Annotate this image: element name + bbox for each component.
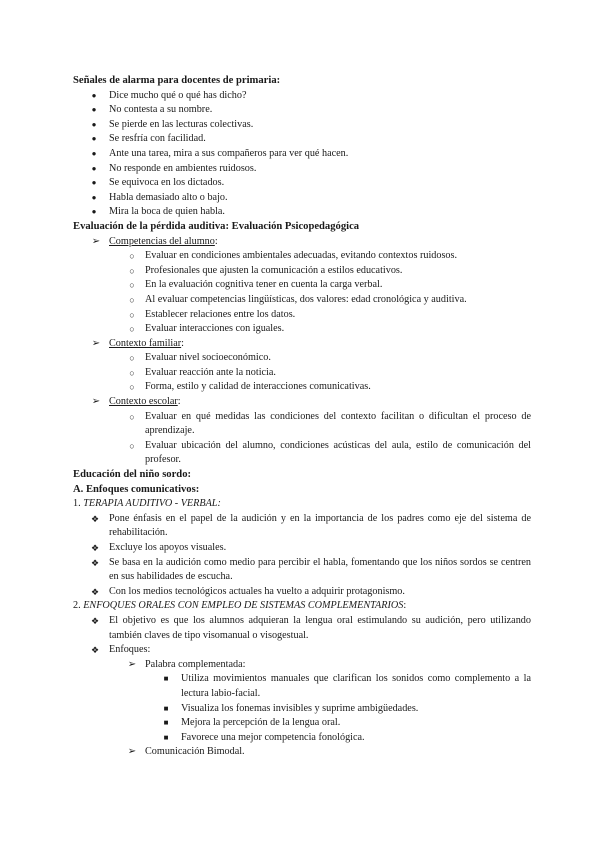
square-bullet-icon: ■ — [163, 703, 169, 713]
circle-bullet-icon: ○ — [129, 382, 135, 393]
list-item: ○ Establecer relaciones entre los datos. — [73, 308, 531, 323]
circle-bullet-icon: ○ — [129, 353, 135, 364]
group-title-student-competencies: ➢ Competencias del alumno: — [73, 235, 531, 250]
bullet-icon: ● — [91, 90, 97, 100]
list-item: ● Ante una tarea, mira a sus compañeros para ver qué hacen. — [73, 147, 531, 162]
list-item: ● Se equivoca en los dictados. — [73, 176, 531, 191]
arrow-bullet-icon: ➢ — [127, 746, 137, 758]
list-item: ❖ Pone énfasis en el papel de la audición y en la importancia de los padres como eje del sistema de rehabilitación. — [90, 512, 531, 539]
list-item: ○ Evaluar en qué medidas las condiciones del contexto facilitan o dificultan el proceso de aprendizaje. — [73, 410, 531, 439]
diamond-bullet-icon: ❖ — [90, 586, 100, 597]
document-content — [73, 74, 531, 760]
list-item: ● Mira la boca de quien habla. — [73, 205, 531, 220]
list-item-enfoques: ❖ Enfoques: — [73, 643, 531, 658]
list-item-bimodal: ➢ Comunicación Bimodal. — [73, 745, 531, 760]
bullet-icon: ● — [91, 105, 97, 115]
diamond-bullet-icon: ❖ — [90, 615, 100, 626]
list-item: ○ En la evaluación cognitiva tener en cuenta la carga verbal. — [73, 278, 531, 293]
list-item: ○ Al evaluar competencias lingüísticas, dos valores: edad cronológica y auditiva. — [73, 293, 531, 308]
diamond-bullet-icon: ❖ — [90, 543, 100, 553]
list-item-palabra-complementada: ➢ Palabra complementada: — [73, 658, 531, 673]
approach-title-auditory-verbal: 1. TERAPIA AUDITIVO - VERBAL: — [73, 498, 221, 510]
list-item: ❖ Se basa en la audición como medio para percibir el habla, fomentando que los niños sordos se centren en sus habilidades de escucha. — [90, 556, 531, 583]
circle-bullet-icon: ○ — [129, 309, 135, 320]
list-item: ● No responde en ambientes ruidosos. — [73, 162, 531, 177]
square-bullet-icon: ■ — [163, 674, 169, 684]
list-item: ● Habla demasiado alto o bajo. — [73, 191, 531, 206]
list-item: ○ Evaluar reacción ante la noticia. — [73, 366, 531, 381]
bullet-icon: ● — [91, 119, 97, 129]
arrow-bullet-icon: ➢ — [91, 235, 101, 247]
list-item: ● No contesta a su nombre. — [73, 103, 531, 118]
list-item: ○ Evaluar interacciones con iguales. — [73, 322, 531, 337]
arrow-bullet-icon: ➢ — [127, 658, 137, 670]
subheading-communicative-approaches: A. Enfoques comunicativos: — [73, 483, 200, 495]
circle-bullet-icon: ○ — [129, 367, 135, 378]
list-item: ❖ Excluye los apoyos visuales. — [73, 541, 531, 556]
list-item: ■ Mejora la percepción de la lengua oral. — [73, 716, 531, 731]
bullet-icon: ● — [91, 178, 97, 188]
list-item: ● Dice mucho qué o qué has dicho? — [73, 89, 531, 104]
list-item: ● Se pierde en las lecturas colectivas. — [73, 118, 531, 133]
section-heading-alarm-signs: Señales de alarma para docentes de primaria: — [73, 75, 281, 86]
bullet-icon: ● — [91, 192, 97, 202]
diamond-bullet-icon: ❖ — [90, 557, 100, 568]
list-item: ❖ El objetivo es que los alumnos adquieran la lengua oral estimulando su audición, pero utilizando también claves de tipo visomanual o visogestual. — [90, 614, 531, 641]
approach-title-oral-complementary: 2. ENFOQUES ORALES CON EMPLEO DE SISTEMAS COMPLEMENTARIOS: — [73, 600, 407, 612]
bullet-icon: ● — [91, 163, 97, 173]
list-item: ■ Utiliza movimientos manuales que clarifican los sonidos como complemento a la lectura labio-facial. — [73, 672, 531, 701]
square-bullet-icon: ■ — [163, 718, 169, 728]
list-item: ○ Profesionales que ajusten la comunicación a estilos educativos. — [73, 264, 531, 279]
circle-bullet-icon: ○ — [129, 265, 135, 276]
section-heading-evaluation: Evaluación de la pérdida auditiva: Evaluación Psicopedagógica — [73, 220, 360, 232]
square-bullet-icon: ■ — [163, 732, 169, 742]
list-item: ○ Evaluar en condiciones ambientales adecuadas, evitando contextos ruidosos. — [73, 249, 531, 264]
alarm-signs-list — [73, 89, 531, 220]
bullet-icon: ● — [91, 134, 97, 144]
circle-bullet-icon: ○ — [129, 324, 135, 335]
circle-bullet-icon: ○ — [129, 251, 135, 262]
diamond-bullet-icon: ❖ — [90, 513, 100, 524]
circle-bullet-icon: ○ — [129, 411, 135, 422]
section-heading-deaf-education: Educación del niño sordo: — [73, 469, 192, 481]
arrow-bullet-icon: ➢ — [91, 396, 101, 408]
group-title-family-context: ➢ Contexto familiar: — [73, 337, 531, 352]
bullet-icon: ● — [91, 207, 97, 217]
bullet-icon: ● — [91, 148, 97, 158]
list-item: ■ Favorece una mejor competencia fonológica. — [73, 731, 531, 746]
arrow-bullet-icon: ➢ — [91, 337, 101, 349]
list-item: ○ Forma, estilo y calidad de interacciones comunicativas. — [73, 380, 531, 395]
list-item: ○ Evaluar ubicación del alumno, condiciones acústicas del aula, estilo de comunicación del profesor. — [73, 439, 531, 468]
diamond-bullet-icon: ❖ — [90, 645, 100, 656]
circle-bullet-icon: ○ — [129, 280, 135, 291]
list-item: ○ Evaluar nivel socioeconómico. — [73, 351, 531, 366]
list-item: ● Se resfría con facilidad. — [73, 132, 531, 147]
group-title-school-context: ➢ Contexto escolar: — [73, 395, 531, 410]
circle-bullet-icon: ○ — [129, 440, 135, 451]
circle-bullet-icon: ○ — [129, 294, 135, 305]
list-item: ❖ Con los medios tecnológicos actuales ha vuelto a adquirir protagonismo. — [73, 585, 531, 600]
list-item: ■ Visualiza los fonemas invisibles y suprime ambigüedades. — [73, 702, 531, 717]
